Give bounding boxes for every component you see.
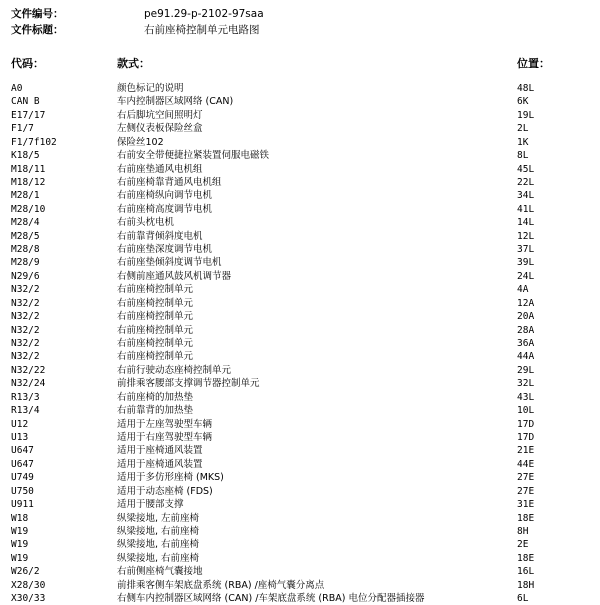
list-item (0, 485, 600, 498)
list-item (0, 418, 600, 431)
component-description: 纵梁接地, 右前座椅 (117, 525, 200, 537)
component-description: 车内控制器区域网络 (CAN) (117, 96, 234, 108)
component-description: 右前靠背的加热垫 (117, 405, 194, 417)
doc-number-label: 文件编号： (11, 8, 64, 20)
component-description: 适用于左座驾驶型车辆 (117, 418, 213, 430)
column-header-code: 代码： (11, 57, 44, 70)
component-description: 适用于动态座椅 (FDS) (117, 485, 213, 497)
list-item (0, 256, 600, 269)
list-item (0, 377, 600, 390)
component-code: M28/10 (11, 203, 46, 215)
component-position: 22L (517, 176, 535, 188)
component-position: 8H (517, 525, 529, 537)
component-description: 右前座垫通风电机组 (117, 163, 203, 175)
component-position: 41L (517, 203, 535, 215)
list-item (0, 565, 600, 578)
component-description: 右前头枕电机 (117, 217, 175, 229)
list-item (0, 189, 600, 202)
component-description: 右前座椅控制单元 (117, 338, 194, 350)
component-code: M18/12 (11, 176, 46, 188)
component-code: N32/2 (11, 284, 40, 296)
list-item (0, 109, 600, 122)
component-description: 右前座椅纵向调节电机 (117, 190, 213, 202)
component-description: 纵梁接地, 右前座椅 (117, 539, 200, 551)
component-description: 颜色标记的说明 (117, 83, 184, 94)
list-item (0, 243, 600, 256)
component-code: K18/5 (11, 150, 40, 162)
list-item (0, 498, 600, 511)
component-code: F1/7 (11, 123, 34, 135)
component-code: U13 (11, 431, 29, 443)
component-position: 10L (517, 405, 535, 417)
component-code: W19 (11, 539, 29, 551)
component-code: A0 (11, 83, 23, 94)
component-code: R13/3 (11, 391, 40, 403)
list-item (0, 297, 600, 310)
component-position: 21E (517, 445, 535, 457)
list-item (0, 538, 600, 551)
component-code: W19 (11, 525, 29, 537)
component-description: 右前座椅的加热垫 (117, 391, 194, 403)
component-position: 31E (517, 499, 535, 511)
list-item (0, 471, 600, 484)
component-position: 28A (517, 324, 535, 336)
component-position: 19L (517, 109, 535, 121)
doc-title-value: 右前座椅控制单元电路图 (144, 24, 260, 36)
component-position: 4A (517, 284, 529, 296)
component-code: X28/30 (11, 579, 46, 591)
component-code: M28/9 (11, 257, 40, 269)
component-description: 右前座椅控制单元 (117, 284, 194, 296)
component-position: 1K (517, 136, 529, 148)
component-code: U911 (11, 499, 34, 511)
component-position: 18H (517, 579, 535, 591)
component-description: 右后脚坑空间照明灯 (117, 109, 203, 121)
component-code: U12 (11, 418, 29, 430)
component-position: 48L (517, 83, 535, 94)
component-position: 37L (517, 244, 535, 256)
component-code: N32/2 (11, 338, 40, 350)
component-code: M28/8 (11, 244, 40, 256)
component-position: 17D (517, 418, 535, 430)
component-code: R13/4 (11, 405, 40, 417)
component-position: 36A (517, 338, 535, 350)
component-position: 12L (517, 230, 535, 242)
list-item (0, 283, 600, 296)
component-code: N32/24 (11, 378, 46, 390)
component-description: 右前座垫深度调节电机 (117, 244, 213, 256)
component-description: 右前安全带便捷拉紧装置伺服电磁铁 (117, 150, 270, 162)
list-item (0, 95, 600, 108)
component-description: 适用于多仿形座椅 (MKS) (117, 472, 224, 484)
component-description: 右前座垫倾斜度调节电机 (117, 257, 222, 269)
component-position: 18E (517, 512, 535, 524)
list-item (0, 431, 600, 444)
component-code: E17/17 (11, 109, 46, 121)
component-code: W18 (11, 512, 29, 524)
list-item (0, 525, 600, 538)
component-description: 适用于右座驾驶型车辆 (117, 431, 213, 443)
component-code: U750 (11, 485, 34, 497)
component-description: 纵梁接地, 左前座椅 (117, 512, 200, 524)
component-position: 24L (517, 270, 535, 282)
component-position: 29L (517, 364, 535, 376)
list-item (0, 579, 600, 592)
component-position: 32L (517, 378, 535, 390)
component-position: 14L (517, 217, 535, 229)
component-position: 6L (517, 593, 529, 605)
component-code: N32/2 (11, 324, 40, 336)
component-position: 27E (517, 485, 535, 497)
component-code: U647 (11, 445, 34, 457)
component-description: 适用于腰部支撑 (117, 499, 184, 511)
component-code: F1/7f102 (11, 136, 57, 148)
component-code: W26/2 (11, 566, 40, 578)
list-item (0, 444, 600, 457)
list-item (0, 310, 600, 323)
component-code: N32/2 (11, 297, 40, 309)
list-item (0, 270, 600, 283)
list-item (0, 391, 600, 404)
list-item (0, 364, 600, 377)
component-description: 纵梁接地, 右前座椅 (117, 552, 200, 564)
component-code: M28/5 (11, 230, 40, 242)
list-item (0, 350, 600, 363)
component-position: 20A (517, 311, 535, 323)
list-item (0, 82, 600, 95)
component-code: M28/4 (11, 217, 40, 229)
component-code: CAN B (11, 96, 40, 108)
component-description: 右侧前座通风鼓风机调节器 (117, 270, 232, 282)
component-code: U647 (11, 458, 34, 470)
component-code: N32/2 (11, 311, 40, 323)
component-position: 17D (517, 431, 535, 443)
component-position: 43L (517, 391, 535, 403)
component-code: N32/2 (11, 351, 40, 363)
component-position: 39L (517, 257, 535, 269)
component-description: 左侧仪表板保险丝盒 (117, 123, 203, 135)
component-code: M28/1 (11, 190, 40, 202)
list-item (0, 404, 600, 417)
list-item (0, 122, 600, 135)
component-description: 右前座椅控制单元 (117, 297, 194, 309)
list-item (0, 324, 600, 337)
component-description: 右侧车内控制器区域网络 (CAN) /车架底盘系统 (RBA) 电位分配器插接器 (117, 593, 425, 605)
component-position: 2E (517, 539, 529, 551)
list-item (0, 337, 600, 350)
component-description: 右前侧座椅气囊接地 (117, 566, 203, 578)
list-item (0, 512, 600, 525)
component-code: W19 (11, 552, 29, 564)
component-code: U749 (11, 472, 34, 484)
component-position: 18E (517, 552, 535, 564)
component-position: 16L (517, 566, 535, 578)
list-item (0, 592, 600, 605)
component-description: 保险丝102 (117, 136, 164, 148)
list-item (0, 163, 600, 176)
component-position: 6K (517, 96, 529, 108)
component-description: 右前座椅靠背通风电机组 (117, 176, 222, 188)
list-item (0, 149, 600, 162)
component-code: N32/22 (11, 364, 46, 376)
component-description: 右前座椅控制单元 (117, 311, 194, 323)
list-item (0, 230, 600, 243)
component-code: X30/33 (11, 593, 46, 605)
component-list (0, 82, 600, 605)
component-position: 34L (517, 190, 535, 202)
column-header-description: 款式： (117, 57, 150, 70)
component-description: 右前座椅高度调节电机 (117, 203, 213, 215)
component-position: 44E (517, 458, 535, 470)
component-description: 右前座椅控制单元 (117, 351, 194, 363)
component-description: 右前行驶动态座椅控制单元 (117, 364, 232, 376)
list-item (0, 552, 600, 565)
component-description: 适用于座椅通风装置 (117, 445, 203, 457)
component-description: 前排乘客侧车架底盘系统 (RBA) /座椅气囊分离点 (117, 579, 325, 591)
list-item (0, 458, 600, 471)
component-position: 2L (517, 123, 529, 135)
doc-title-label: 文件标题： (11, 24, 64, 36)
component-description: 前排乘客腰部支撑调节器控制单元 (117, 378, 260, 390)
component-position: 27E (517, 472, 535, 484)
component-description: 右前座椅控制单元 (117, 324, 194, 336)
column-header-position: 位置： (517, 57, 550, 70)
component-position: 45L (517, 163, 535, 175)
list-item (0, 203, 600, 216)
component-position: 44A (517, 351, 535, 363)
list-item (0, 176, 600, 189)
component-position: 8L (517, 150, 529, 162)
component-code: N29/6 (11, 270, 40, 282)
component-description: 适用于座椅通风装置 (117, 458, 203, 470)
list-item (0, 216, 600, 229)
doc-number-value: pe91.29-p-2102-97saa (144, 8, 264, 20)
component-position: 12A (517, 297, 535, 309)
list-item (0, 136, 600, 149)
component-code: M18/11 (11, 163, 46, 175)
component-description: 右前靠背倾斜度电机 (117, 230, 203, 242)
